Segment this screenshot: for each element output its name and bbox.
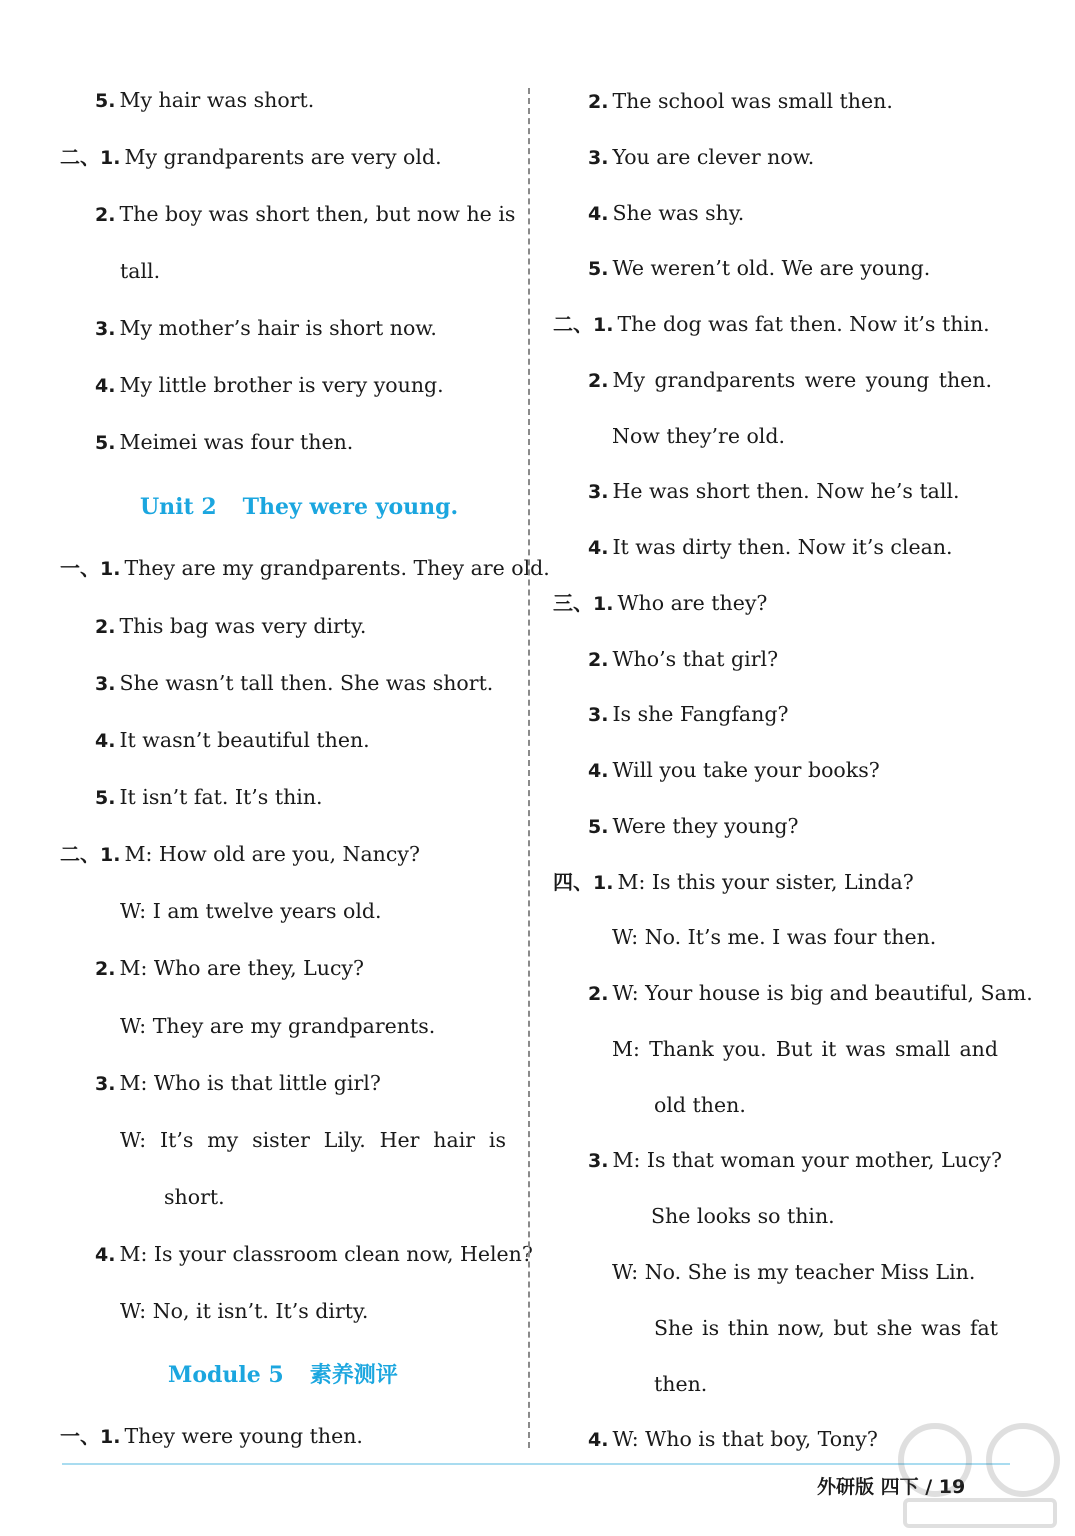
answer-line: 3. My mother’s hair is short now. bbox=[95, 316, 437, 340]
unit-heading: Unit 2 They were young. bbox=[140, 494, 459, 520]
module-heading: Module 5 素养测评 bbox=[168, 1362, 398, 1388]
answer-line: 2. Who’s that girl? bbox=[588, 647, 779, 671]
answer-line: 4. It was dirty then. Now it’s clean. bbox=[588, 535, 953, 559]
answer-line: 4. My little brother is very young. bbox=[95, 373, 444, 397]
answer-line: 一、1. They were young then. bbox=[60, 1424, 363, 1448]
dialogue-line-continued: She is thin now, but she was fat bbox=[654, 1316, 998, 1340]
answer-line: 2. My grandparents were young then. bbox=[588, 368, 992, 392]
answer-line: 5. Meimei was four then. bbox=[95, 430, 354, 454]
dialogue-line: W: It’s my sister Lily. Her hair is bbox=[120, 1128, 506, 1152]
column-divider bbox=[528, 88, 530, 1448]
answer-line: 2. W: Your house is big and beautiful, Sam. bbox=[588, 981, 1033, 1005]
dialogue-line: W: I am twelve years old. bbox=[120, 899, 382, 923]
dialogue-line: W: No, it isn’t. It’s dirty. bbox=[120, 1299, 369, 1323]
answer-line: 四、1. M: Is this your sister, Linda? bbox=[553, 870, 914, 894]
answer-line: 3. She wasn’t tall then. She was short. bbox=[95, 671, 494, 695]
dialogue-line-continued: She looks so thin. bbox=[651, 1204, 835, 1228]
answer-line: 三、1. Who are they? bbox=[553, 591, 768, 615]
answer-line: 3. M: Is that woman your mother, Lucy? bbox=[588, 1148, 1002, 1172]
answer-line: 5. It isn’t fat. It’s thin. bbox=[95, 785, 323, 809]
dialogue-line: W: They are my grandparents. bbox=[120, 1014, 436, 1038]
answer-line: 5. My hair was short. bbox=[95, 88, 315, 112]
answer-line: 二、1. M: How old are you, Nancy? bbox=[60, 842, 420, 866]
dialogue-line: M: Thank you. But it was small and bbox=[612, 1037, 998, 1061]
dialogue-line-continued: old then. bbox=[654, 1093, 746, 1117]
answer-line: 二、1. The dog was fat then. Now it’s thin. bbox=[553, 312, 990, 336]
dialogue-line-continued: short. bbox=[164, 1185, 225, 1209]
footer-rule bbox=[62, 1463, 1010, 1465]
answer-line: 5. Were they young? bbox=[588, 814, 799, 838]
answer-line: 2. M: Who are they, Lucy? bbox=[95, 956, 365, 980]
answer-line-continued: Now they’re old. bbox=[612, 424, 785, 448]
answer-line: 4. W: Who is that boy, Tony? bbox=[588, 1427, 878, 1451]
page-footer: 外研版 四下 / 19 bbox=[817, 1476, 966, 1498]
answer-line: 3. M: Who is that little girl? bbox=[95, 1071, 381, 1095]
answer-line: 3. Is she Fangfang? bbox=[588, 702, 789, 726]
dialogue-line-continued: then. bbox=[654, 1372, 708, 1396]
answer-line-continued: tall. bbox=[120, 259, 161, 283]
answer-line: 2. This bag was very dirty. bbox=[95, 614, 367, 638]
answer-line: 2. The school was small then. bbox=[588, 89, 893, 113]
answer-line: 4. It wasn’t beautiful then. bbox=[95, 728, 370, 752]
dialogue-line: W: No. She is my teacher Miss Lin. bbox=[612, 1260, 976, 1284]
answer-line: 一、1. They are my grandparents. They are old. bbox=[60, 556, 550, 580]
answer-line: 3. You are clever now. bbox=[588, 145, 815, 169]
answer-line: 2. The boy was short then, but now he is bbox=[95, 202, 516, 226]
answer-line: 3. He was short then. Now he’s tall. bbox=[588, 479, 960, 503]
answer-line: 4. M: Is your classroom clean now, Helen? bbox=[95, 1242, 533, 1266]
answer-line: 5. We weren’t old. We are young. bbox=[588, 256, 931, 280]
answer-line: 4. She was shy. bbox=[588, 201, 745, 225]
answer-line: 4. Will you take your books? bbox=[588, 758, 880, 782]
dialogue-line: W: No. It’s me. I was four then. bbox=[612, 925, 937, 949]
watermark-logo-icon bbox=[895, 1415, 1065, 1533]
answer-line: 二、1. My grandparents are very old. bbox=[60, 145, 442, 169]
